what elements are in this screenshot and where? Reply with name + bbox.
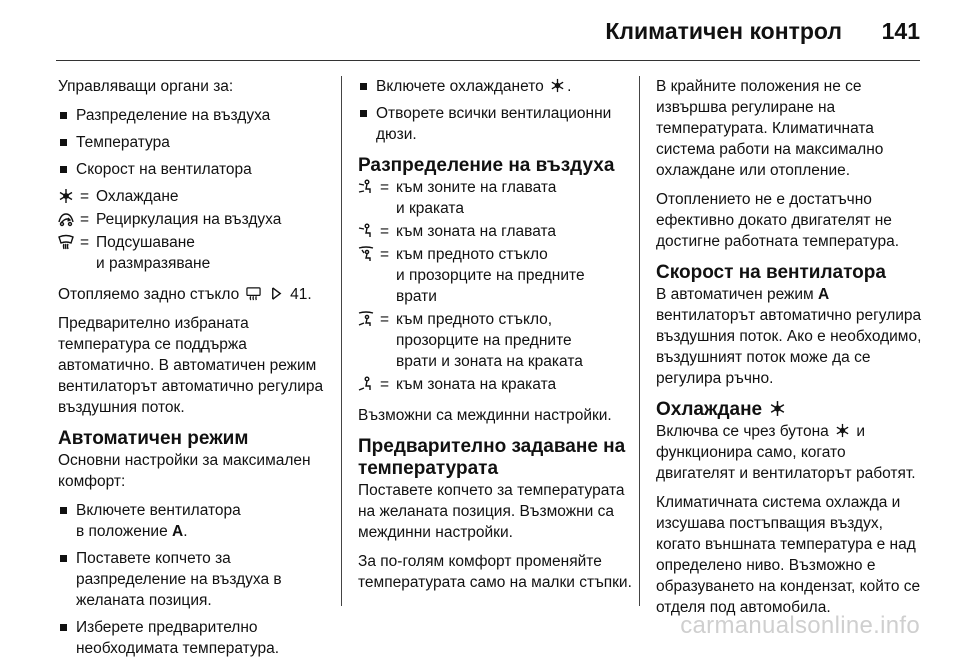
list-item: Изберете предварително необходимата температура. (58, 617, 333, 659)
heated-rear-window-text: Отопляемо задно стъкло 41. (58, 286, 312, 303)
page-reference-icon (269, 286, 284, 301)
heading-temperature-preset: Предварително задаване на температурата (358, 436, 626, 479)
intro-text: Управляващи органи за: (58, 78, 234, 95)
definition-feet: = към зоната на краката (358, 374, 633, 395)
paragraph: Климатичната система охлажда и изсушава постъпващия въздух, когато външната температура е над определено ниво. Възможно е образуването на кондензат, който се отделя под автомобила. (656, 494, 921, 616)
heading-fan-speed: Скорост на вентилатора (656, 262, 886, 283)
definition-recirculation: = Рециркулация на въздуха (58, 209, 333, 230)
paragraph: Възможни са междинни настройки. (358, 407, 612, 424)
definition-windscreen-feet: = към предното стъкло, прозорците на предните врати и зоната на краката (358, 309, 633, 372)
column-1 (58, 76, 333, 665)
list-item: Скорост на вентилатора (58, 159, 333, 180)
heading-auto-mode: Автоматичен режим (58, 428, 249, 449)
rear-window-heating-icon (246, 286, 261, 301)
head-icon (358, 223, 374, 239)
snowflake-icon (769, 400, 786, 417)
definition-defrost: = Подсушаване и размразяване (58, 232, 333, 274)
list-item: Включете охлаждането . (358, 76, 633, 97)
defrost-icon (58, 234, 74, 250)
list-item: Температура (58, 132, 333, 153)
snowflake-icon (58, 188, 74, 204)
paragraph: Включва се чрез бутона и функционира само, когато двигателят и вентилаторът работят. (656, 423, 916, 482)
paragraph: В автоматичен режим A вентилаторът автоматично регулира въздушния поток. Ако е необходимо, въздушният поток може да се регулира ръчно. (656, 286, 922, 387)
paragraph: Отоплението не е достатъчно ефективно докато двигателят не достигне работната температура. (656, 191, 900, 250)
definition-windscreen: = към предното стъкло и прозорците на предните врати (358, 244, 633, 307)
recirculation-icon (58, 211, 74, 227)
snowflake-icon (550, 78, 565, 93)
list-item: Поставете копчето за разпределение на въздуха в желаната позиция. (58, 548, 333, 611)
feet-icon (358, 376, 374, 392)
heading-air-distribution: Разпределение на въздуха (358, 155, 615, 176)
header-rule (56, 60, 920, 61)
definition-cooling: = Охлаждане (58, 186, 333, 207)
page-number: 141 (881, 18, 920, 44)
column-divider (341, 76, 342, 606)
column-2 (358, 76, 633, 601)
definition-head-feet: = към зоните на главата и краката (358, 177, 633, 219)
watermark: carmanualsonline.info (680, 612, 920, 639)
page-header (0, 0, 960, 62)
page-title: Климатичен контрол (605, 18, 842, 44)
paragraph: Поставете копчето за температурата на желаната позиция. Възможни са междинни настройки. (358, 482, 625, 541)
paragraph: Предварително избраната температура се поддържа автоматично. В автоматичен режим вентилаторът автоматично регулира въздушния поток. (58, 315, 324, 416)
windscreen-icon (358, 246, 374, 262)
paragraph: В крайните положения не се извършва регулиране на температурата. Климатичната система работи на максимално охлаждане или отопление. (656, 78, 884, 179)
windscreen-feet-icon (358, 311, 374, 327)
heading-cooling: Охлаждане (656, 399, 926, 421)
definition-head: = към зоната на главата (358, 221, 633, 242)
snowflake-icon (835, 423, 850, 438)
paragraph: За по-голям комфорт променяйте температурата само на малки стъпки. (358, 553, 632, 591)
list-item: Разпределение на въздуха (58, 105, 333, 126)
column-divider (639, 76, 640, 606)
head-feet-icon (358, 179, 374, 195)
paragraph: Основни настройки за максимален комфорт: (58, 452, 311, 490)
list-item: Отворете всички вентилационни дюзи. (358, 103, 633, 145)
column-3 (656, 76, 926, 626)
list-item: Включете вентилатора в положение A. (58, 500, 333, 542)
